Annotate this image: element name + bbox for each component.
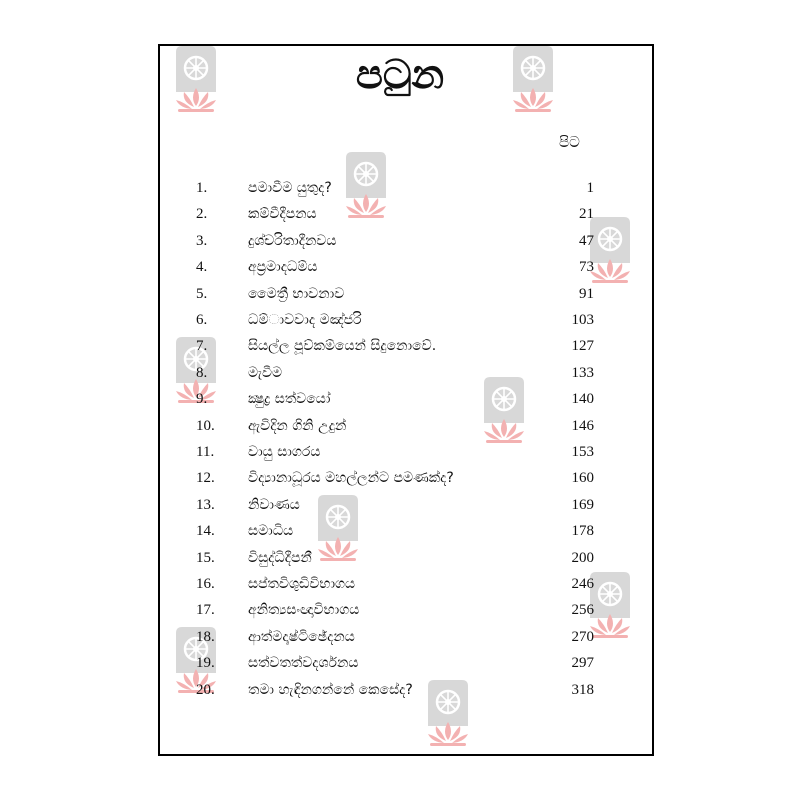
toc-number: 14. — [196, 523, 215, 539]
toc-number: 3. — [196, 233, 208, 249]
toc-row — [0, 233, 800, 259]
toc-page-number: 21 — [579, 206, 594, 222]
toc-number: 8. — [196, 365, 208, 381]
toc-page-number: 103 — [571, 312, 594, 328]
toc-title: විසුද්ධිදීපනී — [248, 550, 312, 566]
toc-row — [0, 629, 800, 655]
toc-page-number: 1 — [586, 180, 594, 196]
toc-number: 5. — [196, 286, 208, 302]
toc-page-number: 318 — [571, 682, 594, 698]
toc-number: 1. — [196, 180, 208, 196]
toc-page-number: 246 — [571, 576, 594, 592]
toc-number: 10. — [196, 418, 215, 434]
toc-number: 2. — [196, 206, 208, 222]
toc-number: 12. — [196, 470, 215, 486]
toc-row — [0, 418, 800, 444]
toc-row — [0, 444, 800, 470]
toc-page-number: 178 — [571, 523, 594, 539]
toc-page-number: 270 — [571, 629, 594, 645]
toc-title: මෛත්‍රී භාවනාව — [248, 286, 345, 302]
toc-title: සියල්ල පූව්කම්යෙන් සිදුනොවේ. — [248, 338, 437, 354]
toc-number: 15. — [196, 550, 215, 566]
toc-title: කම්වීදීපනය — [248, 206, 317, 222]
toc-page-number: 127 — [571, 338, 594, 354]
toc-number: 6. — [196, 312, 208, 328]
toc-number: 19. — [196, 655, 215, 671]
toc-title: පමාවීම යුතුද? — [248, 180, 332, 196]
toc-page-number: 73 — [579, 259, 594, 275]
toc-title: ක්‍ෂුද්‍ර සත්වයෝ — [248, 391, 331, 407]
page-column-header: පිට — [559, 133, 580, 151]
toc-row — [0, 259, 800, 285]
toc-page-number: 256 — [571, 602, 594, 618]
toc-title: ආත්මදෘෂ්ටිඡේදනය — [248, 629, 355, 645]
toc-title: අප්‍රමාදධම්ය — [248, 259, 318, 275]
toc-page-number: 160 — [571, 470, 594, 486]
toc-page-number: 140 — [571, 391, 594, 407]
toc-title: වායු සාගරය — [248, 444, 321, 460]
toc-page-number: 200 — [571, 550, 594, 566]
toc-page-number: 169 — [571, 497, 594, 513]
toc-row — [0, 576, 800, 602]
toc-row — [0, 550, 800, 576]
toc-page-number: 91 — [579, 286, 594, 302]
toc-row — [0, 497, 800, 523]
toc-number: 17. — [196, 602, 215, 618]
toc-number: 11. — [196, 444, 215, 460]
toc-row — [0, 682, 800, 708]
toc-row — [0, 286, 800, 312]
toc-title: ඇවිදින ගිනි උදුන් — [248, 418, 347, 434]
toc-row — [0, 602, 800, 628]
page-title: පටුන — [355, 52, 445, 98]
toc-number: 20. — [196, 682, 215, 698]
toc-row — [0, 655, 800, 681]
toc-number: 7. — [196, 338, 208, 354]
toc-page-number: 47 — [579, 233, 594, 249]
toc-title: තමා හැඳිනගන්නේ කෙසේද? — [248, 682, 413, 698]
toc-row — [0, 180, 800, 206]
toc-number: 13. — [196, 497, 215, 513]
toc-title: සප්තවිශුඩිවිභාගය — [248, 576, 356, 592]
toc-number: 9. — [196, 391, 208, 407]
toc-title: දුශ්චරිතාදීනවය — [248, 233, 337, 249]
toc-title: අනිත්‍යසංඥාවිභාගය — [248, 602, 360, 618]
toc-page-number: 297 — [571, 655, 594, 671]
toc-row — [0, 391, 800, 417]
toc-number: 18. — [196, 629, 215, 645]
toc-title: ධම්ාවවාද මඤ්ජරි — [248, 312, 362, 328]
toc-row — [0, 365, 800, 391]
toc-row — [0, 206, 800, 232]
toc-title: සත්වතත්වදර්ශනය — [248, 655, 359, 671]
toc-title: විද්‍යානාධූරය මහල්ලන්ට පමණක්ද? — [248, 470, 454, 486]
toc-page-number: 133 — [571, 365, 594, 381]
toc-title: සමාධිය — [248, 523, 294, 539]
toc-row — [0, 523, 800, 549]
toc-row — [0, 470, 800, 496]
toc-row — [0, 312, 800, 338]
toc-page-number: 146 — [571, 418, 594, 434]
toc-page-number: 153 — [571, 444, 594, 460]
toc-title: මැවීම — [248, 365, 283, 381]
toc-title: නිවාණය — [248, 497, 300, 513]
toc-number: 4. — [196, 259, 208, 275]
toc-number: 16. — [196, 576, 215, 592]
toc-row — [0, 338, 800, 364]
